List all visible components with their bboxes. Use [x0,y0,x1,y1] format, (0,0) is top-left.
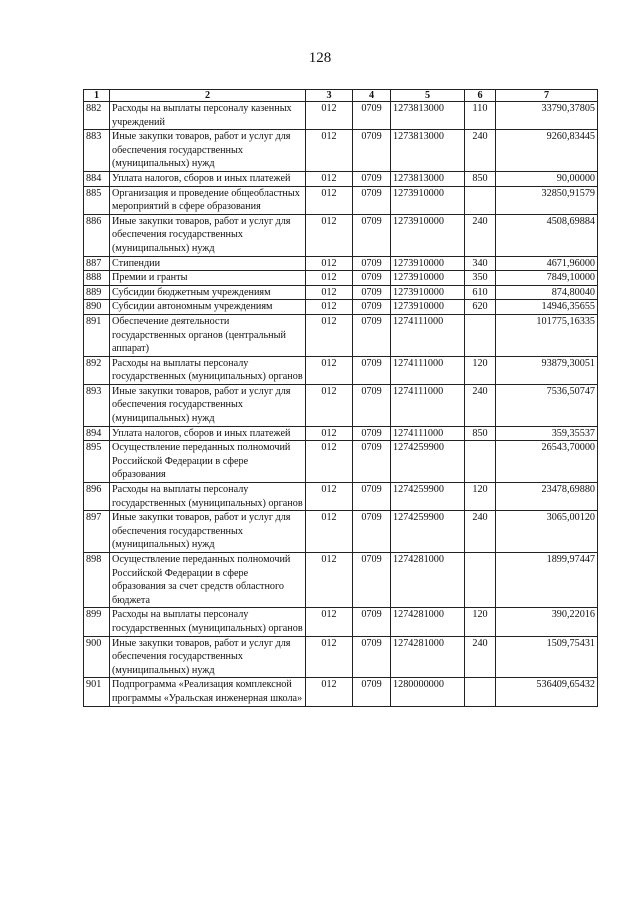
header-row [84,90,598,102]
row-amount: 32850,91579 [496,186,598,214]
row-ved: 012 [306,130,353,172]
row-number: 888 [84,271,110,286]
row-number: 889 [84,285,110,300]
row-ved: 012 [306,608,353,636]
row-expense-type: 620 [465,300,496,315]
row-target-article: 1274281000 [391,608,465,636]
column-header: 6 [465,90,496,102]
row-number: 885 [84,186,110,214]
table-row [84,256,598,271]
row-number: 887 [84,256,110,271]
row-target-article: 1274259900 [391,511,465,553]
table-row [84,636,598,678]
row-name: Субсидии бюджетным учреждениям [110,285,306,300]
row-name: Премии и гранты [110,271,306,286]
row-expense-type: 340 [465,256,496,271]
row-amount: 536409,65432 [496,678,598,706]
row-amount: 1899,97447 [496,553,598,608]
row-expense-type: 120 [465,483,496,511]
row-number: 893 [84,384,110,426]
row-name: Организация и проведение общеобластных мероприятий в сфере образования [110,186,306,214]
row-section: 0709 [353,271,391,286]
table-row [84,426,598,441]
table-row [84,553,598,608]
row-section: 0709 [353,214,391,256]
table-row [84,271,598,286]
row-amount: 93879,30051 [496,356,598,384]
row-number: 894 [84,426,110,441]
row-expense-type: 120 [465,356,496,384]
column-header: 3 [306,90,353,102]
row-amount: 7849,10000 [496,271,598,286]
table-row [84,314,598,356]
row-expense-type: 240 [465,636,496,678]
row-section: 0709 [353,483,391,511]
row-section: 0709 [353,171,391,186]
row-number: 898 [84,553,110,608]
table-row [84,678,598,706]
row-section: 0709 [353,678,391,706]
row-section: 0709 [353,102,391,130]
table-row [84,186,598,214]
row-section: 0709 [353,608,391,636]
row-name: Иные закупки товаров, работ и услуг для обеспечения государственных (муниципальных) нужд [110,384,306,426]
row-number: 899 [84,608,110,636]
row-target-article: 1280000000 [391,678,465,706]
row-section: 0709 [353,256,391,271]
row-ved: 012 [306,511,353,553]
row-ved: 012 [306,171,353,186]
row-target-article: 1273813000 [391,130,465,172]
row-expense-type: 350 [465,271,496,286]
row-amount: 90,00000 [496,171,598,186]
row-target-article: 1273813000 [391,171,465,186]
table-row [84,285,598,300]
row-amount: 359,35537 [496,426,598,441]
row-amount: 26543,70000 [496,441,598,483]
row-section: 0709 [353,636,391,678]
row-amount: 4508,69884 [496,214,598,256]
row-ved: 012 [306,384,353,426]
row-number: 886 [84,214,110,256]
row-target-article: 1274111000 [391,314,465,356]
row-amount: 7536,50747 [496,384,598,426]
row-expense-type [465,441,496,483]
table-row [84,441,598,483]
row-amount: 874,80040 [496,285,598,300]
row-target-article: 1273910000 [391,214,465,256]
row-ved: 012 [306,553,353,608]
row-name: Осуществление переданных полномочий Российской Федерации в сфере образования за счет средств областного бюджета [110,553,306,608]
row-amount: 23478,69880 [496,483,598,511]
table-row [84,130,598,172]
row-name: Иные закупки товаров, работ и услуг для обеспечения государственных (муниципальных) нужд [110,511,306,553]
row-target-article: 1274281000 [391,636,465,678]
column-header: 2 [110,90,306,102]
row-ved: 012 [306,314,353,356]
column-header: 1 [84,90,110,102]
row-name: Стипендии [110,256,306,271]
row-target-article: 1273910000 [391,300,465,315]
row-target-article: 1274111000 [391,356,465,384]
row-section: 0709 [353,356,391,384]
table-row [84,300,598,315]
row-target-article: 1273910000 [391,271,465,286]
row-name: Иные закупки товаров, работ и услуг для обеспечения государственных (муниципальных) нужд [110,130,306,172]
row-name: Субсидии автономным учреждениям [110,300,306,315]
row-name: Иные закупки товаров, работ и услуг для обеспечения государственных (муниципальных) нужд [110,636,306,678]
row-target-article: 1274281000 [391,553,465,608]
row-amount: 390,22016 [496,608,598,636]
row-ved: 012 [306,636,353,678]
row-expense-type: 610 [465,285,496,300]
row-ved: 012 [306,271,353,286]
row-expense-type [465,314,496,356]
row-expense-type: 850 [465,171,496,186]
row-target-article: 1273910000 [391,256,465,271]
row-ved: 012 [306,256,353,271]
row-name: Расходы на выплаты персоналу государственных (муниципальных) органов [110,608,306,636]
row-expense-type [465,678,496,706]
budget-table [83,89,598,707]
page-number: 128 [308,50,332,66]
row-section: 0709 [353,300,391,315]
row-name: Уплата налогов, сборов и иных платежей [110,171,306,186]
row-ved: 012 [306,426,353,441]
row-number: 896 [84,483,110,511]
row-expense-type [465,553,496,608]
table-row [84,511,598,553]
row-amount: 101775,16335 [496,314,598,356]
row-section: 0709 [353,426,391,441]
row-number: 897 [84,511,110,553]
row-ved: 012 [306,102,353,130]
row-ved: 012 [306,214,353,256]
table-row [84,384,598,426]
row-section: 0709 [353,511,391,553]
row-expense-type: 120 [465,608,496,636]
row-target-article: 1273910000 [391,186,465,214]
row-amount: 4671,96000 [496,256,598,271]
row-ved: 012 [306,285,353,300]
row-number: 884 [84,171,110,186]
row-section: 0709 [353,553,391,608]
row-expense-type: 240 [465,511,496,553]
row-number: 883 [84,130,110,172]
row-ved: 012 [306,300,353,315]
row-target-article: 1273813000 [391,102,465,130]
row-section: 0709 [353,130,391,172]
column-header: 5 [391,90,465,102]
table-row [84,171,598,186]
row-target-article: 1273910000 [391,285,465,300]
row-amount: 3065,00120 [496,511,598,553]
row-amount: 9260,83445 [496,130,598,172]
table-row [84,483,598,511]
row-name: Обеспечение деятельности государственных органов (центральный аппарат) [110,314,306,356]
row-expense-type: 240 [465,214,496,256]
row-target-article: 1274111000 [391,426,465,441]
row-number: 892 [84,356,110,384]
row-amount: 1509,75431 [496,636,598,678]
row-ved: 012 [306,186,353,214]
row-section: 0709 [353,186,391,214]
row-section: 0709 [353,441,391,483]
row-name: Расходы на выплаты персоналу казенных учреждений [110,102,306,130]
row-target-article: 1274259900 [391,441,465,483]
row-amount: 14946,35655 [496,300,598,315]
row-name: Осуществление переданных полномочий Российской Федерации в сфере образования [110,441,306,483]
column-header: 4 [353,90,391,102]
row-expense-type: 850 [465,426,496,441]
row-ved: 012 [306,441,353,483]
column-header: 7 [496,90,598,102]
row-ved: 012 [306,356,353,384]
row-expense-type: 110 [465,102,496,130]
row-number: 900 [84,636,110,678]
row-number: 891 [84,314,110,356]
row-ved: 012 [306,678,353,706]
table-row [84,102,598,130]
row-name: Уплата налогов, сборов и иных платежей [110,426,306,441]
row-expense-type: 240 [465,384,496,426]
row-name: Расходы на выплаты персоналу государственных (муниципальных) органов [110,483,306,511]
row-number: 882 [84,102,110,130]
table-row [84,608,598,636]
row-section: 0709 [353,384,391,426]
row-section: 0709 [353,314,391,356]
row-expense-type: 240 [465,130,496,172]
row-number: 895 [84,441,110,483]
row-number: 901 [84,678,110,706]
row-expense-type [465,186,496,214]
row-target-article: 1274259900 [391,483,465,511]
table-row [84,356,598,384]
row-ved: 012 [306,483,353,511]
row-target-article: 1274111000 [391,384,465,426]
row-amount: 33790,37805 [496,102,598,130]
row-section: 0709 [353,285,391,300]
table-row [84,214,598,256]
row-name: Подпрограмма «Реализация комплексной программы «Уральская инженерная школа» [110,678,306,706]
row-name: Расходы на выплаты персоналу государственных (муниципальных) органов [110,356,306,384]
row-name: Иные закупки товаров, работ и услуг для обеспечения государственных (муниципальных) нужд [110,214,306,256]
row-number: 890 [84,300,110,315]
